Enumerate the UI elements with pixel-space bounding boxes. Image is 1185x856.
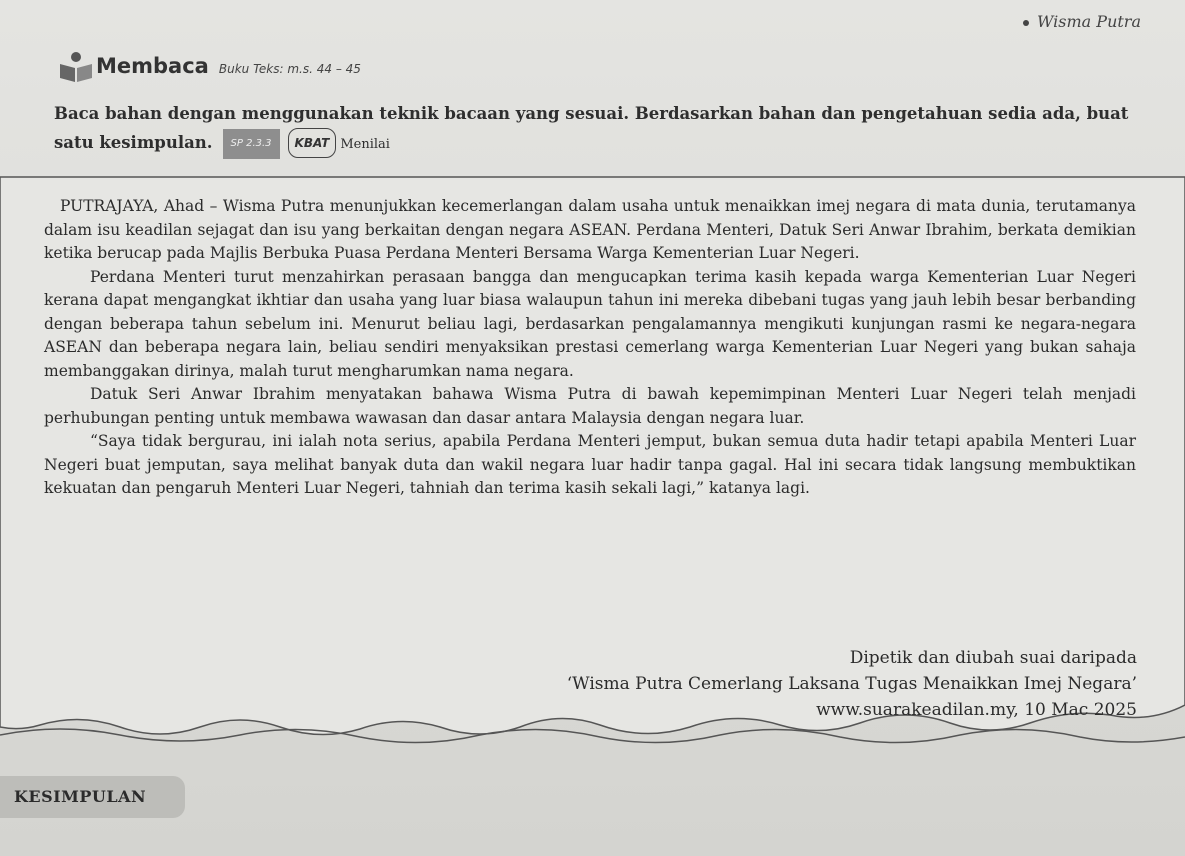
conclusion-label: KESIMPULAN [0, 776, 185, 818]
section-reference: Buku Teks: m.s. 44 – 45 [218, 62, 361, 76]
section-header [56, 54, 361, 78]
kbat-badge: KBAT [288, 128, 337, 158]
article-box [0, 175, 1185, 765]
sp-code-badge: SP 2.3.3 [223, 129, 280, 159]
kbat-label: Menilai [340, 137, 390, 152]
article-paragraph-4: “Saya tidak bergurau, ini ialah nota serius, apabila Perdana Menteri jemput, bukan semua duta hadir tetapi apabila Menteri Luar Negeri buat jemputan, saya melihat banyak duta dan wakil negara luar hadir tanpa gagal. Hal ini secara tidak langsung membuktikan kekuatan dan pengaruh Menteri Luar Negeri, tahniah dan terima kasih sekali lagi,” katanya lagi. [44, 432, 1136, 497]
source-line-3: www.suarakeadilan.my, 10 Mac 2025 [816, 700, 1137, 720]
article-source [567, 645, 1137, 723]
article-paragraph-1: PUTRAJAYA, Ahad – Wisma Putra menunjukkan kecemerlangan dalam usaha untuk menaikkan imej negara di mata dunia, terutamanya dalam isu keadilan sejagat dan isu yang berkaitan dengan negara ASEAN. Perdana Menteri, Datuk Seri Anwar Ibrahim, berkata demikian ketika berucap pada Majlis Berbuka Puasa Perdana Menteri Bersama Warga Kementerian Luar Negeri. [44, 197, 1136, 262]
header-topic [1023, 12, 1141, 31]
article-body [44, 195, 1136, 501]
source-line-2: ‘Wisma Putra Cemerlang Laksana Tugas Menaikkan Imej Negara’ [566, 674, 1137, 694]
header-topic-text: Wisma Putra [1037, 12, 1141, 31]
instruction [54, 100, 1144, 159]
bullet-icon [1023, 20, 1029, 26]
article-paragraph-3: Datuk Seri Anwar Ibrahim menyatakan bahawa Wisma Putra di bawah kepemimpinan Menteri Luar Negeri telah menjadi perhubungan penting untuk membawa wawasan dan dasar antara Malaysia dengan negara luar. [44, 385, 1136, 427]
instruction-text: Baca bahan dengan menggunakan teknik bacaan yang sesuai. Berdasarkan bahan dan pengetahuan sedia ada, buat satu kesimpulan. [54, 104, 1129, 152]
article-paragraph-2: Perdana Menteri turut menzahirkan perasaan bangga dan mengucapkan terima kasih kepada warga Kementerian Luar Negeri kerana dapat mengangkat ikhtiar dan usaha yang luar biasa walaupun tahun ini mereka dibebani tugas yang jauh lebih besar berbanding dengan beberapa tahun sebelum ini. Menurut beliau lagi, berdasarkan pengalamannya mengikuti kunjungan rasmi ke negara-negara ASEAN dan beberapa negara lain, beliau sendiri menyaksikan prestasi cemerlang warga Kementerian Luar Negeri yang bukan sahaja membanggakan dirinya, malah turut mengharumkan nama negara. [44, 267, 1136, 380]
section-title: Membaca [96, 54, 209, 78]
source-line-1: Dipetik dan diubah suai daripada [849, 648, 1137, 668]
